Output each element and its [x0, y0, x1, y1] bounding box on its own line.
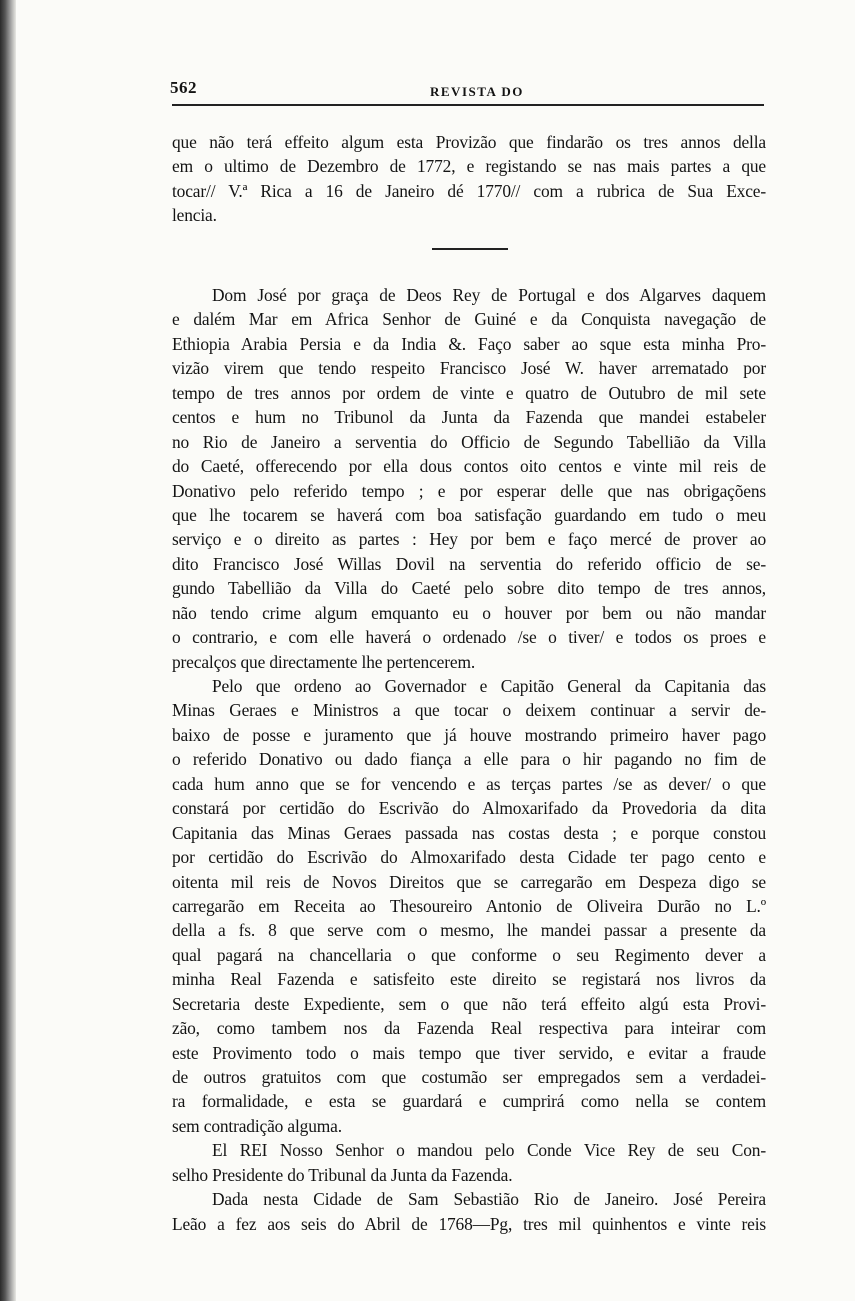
text-line: Capitania das Minas Geraes passada nas costas desta ; e porque constou — [172, 822, 766, 843]
text-line: Leão a fez aos seis do Abril de 1768—Pg, tres mil quinhentos e vinte reis — [172, 1213, 766, 1234]
section-separator — [432, 248, 508, 250]
running-head: REVISTA DO — [430, 84, 524, 99]
text-line: Dom José por graça de Deos Rey de Portugal e dos Algarves daquem — [212, 285, 766, 305]
closing-paragraph — [172, 130, 766, 228]
text-line: o contrario, e com elle haverá o ordenado /se o tiver/ e todos os proes e — [172, 627, 766, 648]
text-line: tocar// V.ª Rica a 16 de Janeiro dé 1770// com a rubrica de Sua Exce- — [172, 180, 766, 201]
text-line: em o ultimo de Dezembro de 1772, e registando se nas mais partes a que — [172, 156, 766, 177]
text-line: della a fs. 8 que serve com o mesmo, lhe mandei passar a presente da — [172, 920, 766, 941]
text-line: minha Real Fazenda e satisfeito este direito se registará nos livros da — [172, 969, 766, 990]
page-header — [170, 74, 765, 104]
text-line: que não terá effeito algum esta Provizão que findarão os tres annos della — [172, 132, 766, 152]
text-line: este Provimento todo o mais tempo que tiver servido, e evitar a fraude — [172, 1042, 766, 1063]
text-line: o referido Donativo ou dado fiança a elle para o hir pagando no fim de — [172, 749, 766, 770]
text-line: Dada nesta Cidade de Sam Sebastião Rio de Janeiro. José Pereira — [212, 1189, 766, 1210]
text-line: que lhe tocarem se haverá com boa satisfação guardando em tudo o meu — [172, 504, 766, 525]
paragraph-4 — [172, 1187, 766, 1236]
text-line: precalços que directamente lhe pertencerem. — [172, 651, 476, 672]
text-line: constará por certidão do Escrivão do Almoxarifado da Provedoria da dita — [172, 798, 766, 819]
text-line: cada hum anno que se for vencendo e as terças partes /se as dever/ o que — [172, 773, 766, 794]
text-line: Secretaria deste Expediente, sem o que não terá effeito algú esta Provi- — [172, 993, 766, 1014]
paragraph-3 — [172, 1138, 766, 1187]
text-line: centos e hum no Tribunol da Junta da Fazenda que mandei estabeler — [172, 407, 766, 428]
text-line: lencia. — [172, 205, 217, 226]
text-line: de outros gratuitos com que costumão ser empregados sem a verdadei- — [172, 1067, 766, 1087]
text-line: no Rio de Janeiro a serventia do Officio de Segundo Tabellião da Villa — [172, 431, 766, 452]
text-line: Ethiopia Arabia Persia e da India &. Faço saber ao sque esta minha Pro- — [172, 333, 766, 354]
text-line: serviço e o direito as partes : Hey por bem e faço mercé de prover ao — [172, 529, 766, 550]
text-line: por certidão do Escrivão do Almoxarifado desta Cidade ter pago cento e — [172, 847, 766, 868]
text-line: Pelo que ordeno ao Governador e Capitão General da Capitania das — [212, 676, 766, 696]
text-line: zão, como tambem nos da Fazenda Real respectiva para inteirar com — [172, 1018, 766, 1039]
text-line: carregarão em Receita ao Thesoureiro Antonio de Oliveira Durão no L.º — [172, 895, 766, 916]
text-line: ra formalidade, e esta se guardará e cumprirá como nella se contem — [172, 1091, 766, 1112]
header-rule — [172, 104, 764, 106]
text-line: tempo de tres annos por ordem de vinte e quatro de Outubro de mil sete — [172, 382, 766, 403]
text-line: oitenta mil reis de Novos Direitos que se carregarão em Despeza digo se — [172, 871, 766, 892]
text-line: Donativo pelo referido tempo ; e por esperar delle que nas obrigaçõens — [172, 480, 766, 501]
provision-document — [172, 283, 766, 1236]
text-line: Minas Geraes e Ministros a que tocar o deixem continuar a servir de- — [172, 700, 766, 721]
text-line: sem contradição alguma. — [172, 1115, 342, 1136]
page-number: 562 — [170, 78, 197, 97]
text-line: qual pagará na chancellaria o que conforme o seu Regimento dever a — [172, 944, 766, 965]
text-line: e dalém Mar em Africa Senhor de Guiné e da Conquista navegação de — [172, 309, 766, 330]
text-line: vizão virem que tendo respeito Francisco José W. haver arrematado por — [172, 358, 766, 379]
paragraph-1 — [172, 283, 766, 674]
text-line: gundo Tabellião da Villa do Caeté pelo sobre dito tempo de tres annos, — [172, 578, 766, 599]
text-line: El REI Nosso Senhor o mandou pelo Conde Vice Rey de seu Con- — [212, 1140, 766, 1161]
page-edge-shadow — [0, 0, 16, 1301]
text-line: do Caeté, offerecendo por ella dous contos oito centos e vinte mil reis de — [172, 456, 766, 477]
text-line: selho Presidente do Tribunal da Junta da Fazenda. — [172, 1164, 513, 1185]
text-line: dito Francisco José Willas Dovil na serventia do referido officio de se- — [172, 553, 766, 574]
text-line: não tendo crime algum emquanto eu o houver por bem ou não mandar — [172, 602, 766, 623]
paragraph-2 — [172, 674, 766, 1138]
text-line: baixo de posse e juramento que já houve mostrando primeiro haver pago — [172, 724, 766, 745]
